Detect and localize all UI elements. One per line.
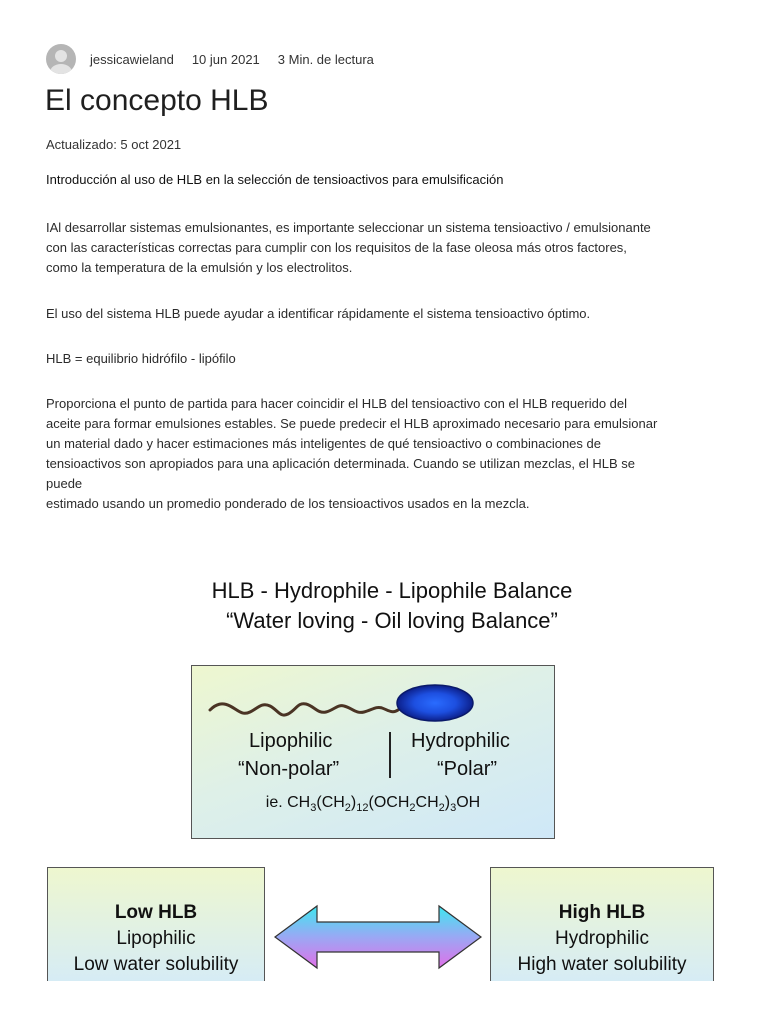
formula-subscript: 3 <box>310 802 317 815</box>
paragraph-1 <box>46 218 736 278</box>
updated-date: Actualizado: 5 oct 2021 <box>46 137 182 152</box>
paragraph-line: puede <box>46 476 83 491</box>
paragraph-line: El uso del sistema HLB puede ayudar a identificar rápidamente el sistema tensioactivo óptimo. <box>46 306 591 321</box>
paragraph-line: IAl desarrollar sistemas emulsionantes, es importante seleccionar un sistema tensioactivo / emulsionante <box>46 220 651 235</box>
formula-subscript: 2 <box>438 802 445 815</box>
formula-subscript: 12 <box>356 802 369 815</box>
high-hlb-hydrophilic: Hydrophilic <box>555 928 649 949</box>
page-title: El concepto HLB <box>45 84 269 117</box>
polar-label: “Polar” <box>437 758 498 780</box>
high-hlb-solubility: High water solubility <box>517 954 687 975</box>
figure-title: HLB - Hydrophile - Lipophile Balance <box>211 578 573 603</box>
avatar[interactable] <box>46 44 76 74</box>
hydrophilic-head <box>397 685 473 721</box>
formula-subscript: 3 <box>450 802 457 815</box>
formula-subscript: 2 <box>409 802 416 815</box>
intro-heading: Introducción al uso de HLB en la selección de tensioactivos para emulsificación <box>46 172 504 187</box>
low-hlb-box <box>47 867 265 981</box>
paragraph-3 <box>46 349 736 369</box>
paragraph-line: un material dado y hacer estimaciones más inteligentes de qué tensioactivo o combinaciones de <box>46 436 601 451</box>
post-date: 10 jun 2021 <box>191 51 260 67</box>
molecule-box <box>191 665 555 839</box>
formula-part: (CH <box>316 794 345 811</box>
paragraph-line: HLB = equilibrio hidrófilo - lipófilo <box>46 351 236 366</box>
chemical-formula <box>192 794 554 814</box>
formula-part: (OCH <box>368 794 410 811</box>
avatar-body-shape <box>50 64 72 74</box>
paragraph-line: tensioactivos son apropiados para una aplicación determinada. Cuando se utilizan mezclas, el HLB se <box>46 456 635 471</box>
hydrophilic-label: Hydrophilic <box>411 730 510 752</box>
paragraph-line: estimado usando un promedio ponderado de los tensioactivos usados en la mezcla. <box>46 496 530 511</box>
double-arrow-icon <box>273 902 483 972</box>
low-hlb-lipophilic: Lipophilic <box>116 928 196 949</box>
formula-part: ) <box>350 794 357 811</box>
lipophilic-label: Lipophilic <box>249 730 333 752</box>
high-hlb-title: High HLB <box>558 902 646 923</box>
paragraph-line: con las características correctas para cumplir con los requisitos de la fase oleosa más otros factores, <box>46 240 627 255</box>
formula-part: ) <box>444 794 451 811</box>
low-hlb-solubility: Low water solubility <box>73 954 239 975</box>
high-hlb-box <box>490 867 714 981</box>
low-hlb-title: Low HLB <box>114 902 198 923</box>
read-time: 3 Min. de lectura <box>277 51 374 67</box>
formula-part: ie. CH <box>265 794 311 811</box>
paragraph-2 <box>46 304 736 324</box>
post-meta <box>46 44 374 74</box>
avatar-head-shape <box>55 50 67 62</box>
non-polar-label: “Non-polar” <box>238 758 340 780</box>
paragraph-line: Proporciona el punto de partida para hacer coincidir el HLB del tensioactivo con el HLB requerido del <box>46 396 628 411</box>
figure-subtitle: “Water loving - Oil loving Balance” <box>226 608 558 633</box>
lipophilic-tail <box>210 704 398 715</box>
formula-subscript: 2 <box>344 802 351 815</box>
formula-part: CH <box>415 794 439 811</box>
author-link[interactable]: jessicawieland <box>90 51 174 67</box>
paragraph-4 <box>46 394 736 514</box>
paragraph-line: como la temperatura de la emulsión y los electrolitos. <box>46 260 353 275</box>
label-divider <box>389 732 391 778</box>
formula-part: OH <box>456 794 481 811</box>
paragraph-line: aceite para formar emulsiones estables. Se puede predecir el HLB aproximado necesario para emulsionar <box>46 416 658 431</box>
